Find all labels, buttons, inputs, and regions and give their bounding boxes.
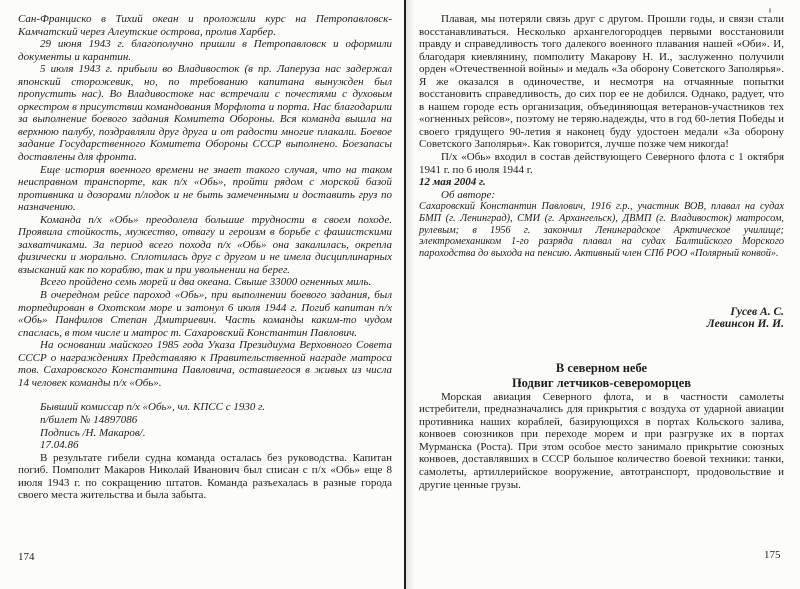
- paragraph: Сан-Франциско в Тихий океан и проложили курс на Петропавловск-Камчатский через Алеутские острова, пролив Харбер.: [18, 13, 392, 38]
- paragraph: Всего пройдено семь морей и два океана. Свыше 33000 огненных миль.: [40, 276, 372, 289]
- gutter-shadow: [406, 0, 415, 589]
- signature-block: [40, 401, 392, 451]
- date-line: 12 мая 2004 г.: [419, 176, 486, 189]
- paragraph: В очередном рейсе пароход «Обь», при выполнении боевого задания, был торпедирован в Охотском море и затонул 6 июля 1944 г. Погиб капитан п/х «Обь» Панфилов Степан Дмитриевич. Часть команды каким-то чудом спаслась, в том числе и матрос т. Сахаровский Константин Павлович.: [18, 289, 392, 339]
- authors-block: [419, 306, 784, 331]
- paragraph: Еще история военного времени не знает такого случая, что на таком неисправном транспорте, как п/х «Обь», пройти рядом с морской базой противника и дозорами п/лодок и не быть замеченными и доставить груз по назначению.: [18, 163, 392, 214]
- paragraph: Плавая, мы потеряли связь друг с другом. Прошли годы, и связи стали восстанавливаться. Несколько архангелогородцев первыми восстановили правду и справедливость того далекого военного плавания нашей «Оби». И, благодаря киевлянину, помполиту Макарову Н. И., заслуженно получили орден «Отечественной войны» и медаль «За оборону Советского Заполярья». Я же оказался в одиночестве, и несмотря на отчаянные попытки восстановить справедливость, до сих пор ее не добился. Однако, радует, что в нашем городе есть организация, объединяющая ветеранов-участников тех «огненных рейсов», поэтому не теряю.надежды, что в год 60-летия Победы и своего грядущего 90-летия я наконец буду удостоен медали «За оборону Советского Заполярья». Как говорится, лучше позже чем никогда!: [419, 13, 784, 151]
- signature-line: Подпись /Н. Макаров/.: [40, 426, 146, 439]
- paragraph: 5 июля 1943 г. прибыли во Владивосток (в пр. Лаперуза нас задержал японский сторожевик, но, по требованию капитана вынужден был пропустить нас). Во Владивостоке нас встречали с почестями с духовым оркестром в присутствии командования Морфлота и порта. Нас благодарили за выполнение боевого задания Комитета Обороны. Вся команда вышла на верхнюю палубу, поздравляли друг друга и от радости многие плакали. Боевое задание Государственного Комитета Обороны СССР выполнено. Боезапасы доставлены для фронта.: [18, 63, 392, 164]
- paragraph: Морская авиация Северного флота, и в частности самолеты истребители, предназначались для прикрытия с воздуха от ударной авиации противника наших кораблей, базирующихся в портах Кольского залива, конвоев союзников при переходе морем и при разгрузке их в портах Мурманска (Роста). При этом особое место занимало прикрытие союзных конвоев, доставлявших в СССР большое количество боевой техники: танки, самолеты, артиллерийское вооружение, автотранспорт, продовольствие и другие ценные грузы.: [419, 390, 784, 491]
- page-number-left: 174: [18, 551, 35, 563]
- paragraph: П/х «Обь» входил в состав действующего Северного флота с 1 октября 1941 г. по 6 июля 1944 г.: [419, 151, 784, 176]
- author-name: Гусев А. С.: [730, 305, 784, 318]
- paragraph: 29 июня 1943 г. благополучно пришли в Петропавловск и оформили документы и карантин.: [18, 38, 392, 63]
- paragraph: Команда п/х «Обь» преодолела большие трудности в своем походе. Проявила стойкость, мужество, отвагу и героизм в борьбе с фашистскими захватчиками. За период всего похода п/х «Обь» она закалилась, окрепла физически и морально. Сплотилась друг с другом и не имела дисциплинарных взысканий как по кораблю, так и при увольнении на берег.: [18, 213, 392, 276]
- chapter-title-line1: В северном небе: [555, 360, 648, 375]
- paragraph: На основании майского 1985 года Указа Президиума Верховного Совета СССР о награждениях Представляю к Правительственной награде матроса тов. Сахаровского Константина Павловича, оставшегося в живых из числа 14 человек команды п/х «Обь».: [18, 339, 392, 389]
- author-bio: Сахаровский Константин Павлович, 1916 г.р., участник ВОВ, плавал на судах БМП (г. Ленинград), СМИ (г. Архангельск), ДВМП (г. Владивосток) матросом, рулевым; в 1956 г. закончил Ленинградское Арктическое училище; электромехаником 1-го разряда плавал на судах Балтийского Морского пароходства до выхода на пенсию. Активный член СПб РОО «Полярный конвой».: [419, 201, 784, 260]
- signature-line: п/билет № 14897086: [40, 413, 138, 426]
- closing-paragraph: В результате гибели судна команда осталась без руководства. Капитан погиб. Помполит Макаров Николай Иванович был списан с п/х «Обь» еще 8 июля 1943 г. по сокращению штатов. Команда разъехалась в разные города своего места жительства и была забыта.: [18, 451, 392, 502]
- chapter-heading: [419, 361, 784, 391]
- signature-line: Бывший комиссар п/х «Обь», чл. КПСС с 1930 г.: [40, 401, 265, 414]
- about-author-label: Об авторе:: [441, 188, 495, 201]
- page-number-right: 175: [764, 549, 781, 561]
- signature-line: 17.04.86: [40, 439, 79, 452]
- author-name: Левинсон И. И.: [706, 318, 784, 331]
- right-page: [419, 13, 784, 491]
- left-page: [18, 13, 392, 502]
- chapter-title-line2: Подвиг летчиков-североморцев: [511, 375, 692, 390]
